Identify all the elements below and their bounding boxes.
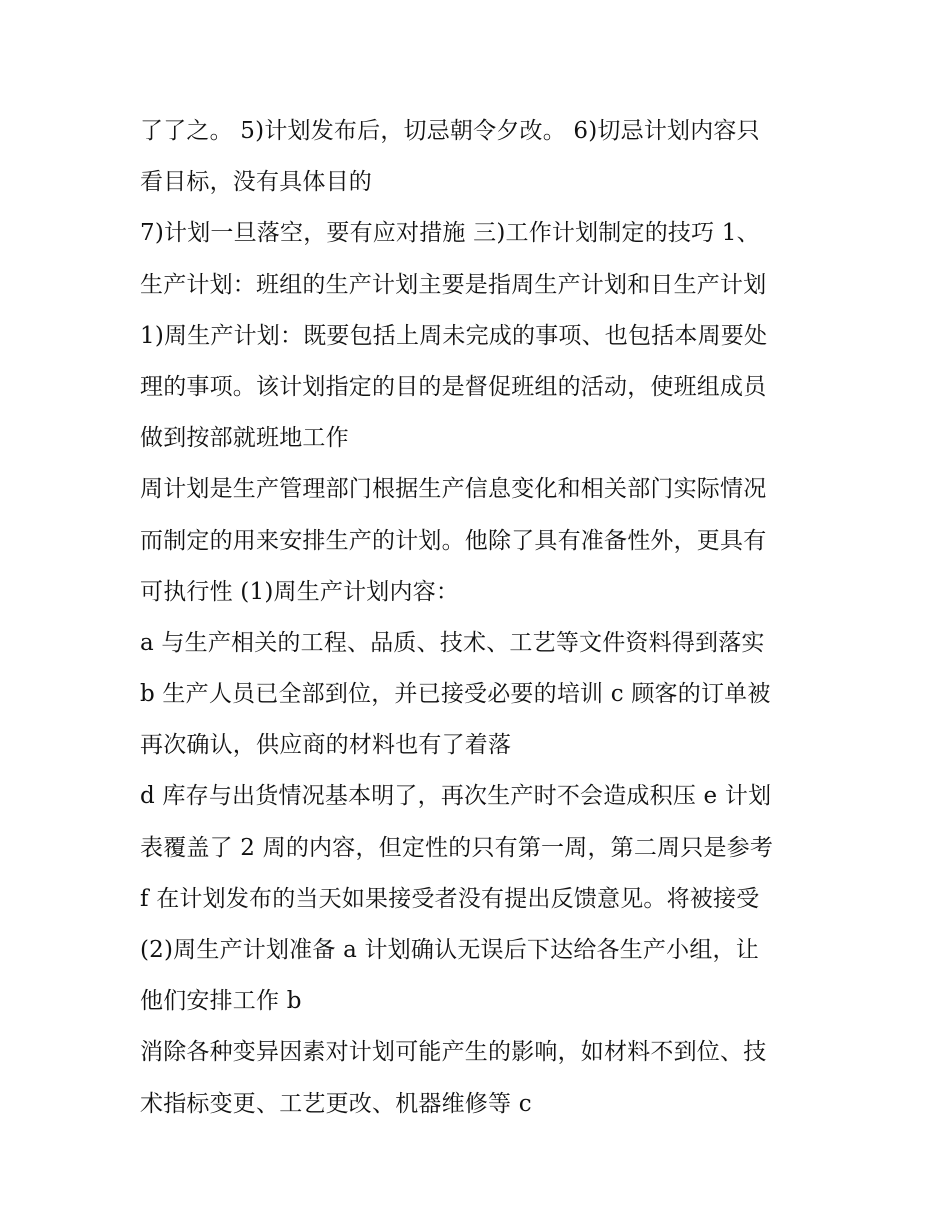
text-line: 生产计划：班组的生产计划主要是指周生产计划和日生产计划	[140, 271, 767, 298]
text-line: 可执行性 (1)周生产计划内容：	[140, 578, 460, 605]
text-line: 消除各种变异因素对计划可能产生的影响，如材料不到位、技	[140, 1039, 767, 1066]
text-line: 表覆盖了 2 周的内容，但定性的只有第一周，第二周只是参考	[140, 834, 774, 861]
text-line: 7)计划一旦落空，要有应对措施 三)工作计划制定的技巧 1、	[140, 220, 760, 247]
text-line: (2)周生产计划准备 a 计划确认无误后下达给各生产小组，让	[140, 937, 759, 963]
text-line: 术指标变更、工艺更改、机器维修等 c	[140, 1090, 532, 1117]
text-line: 了了之。 5)计划发布后，切忌朝令夕改。 6)切忌计划内容只	[140, 118, 760, 144]
text-line: 做到按部就班地工作	[140, 425, 349, 452]
text-line: 理的事项。该计划指定的目的是督促班组的活动，使班组成员	[140, 373, 767, 400]
text-line: f 在计划发布的当天如果接受者没有提出反馈意见。将被接受	[140, 885, 760, 912]
text-line: 而制定的用来安排生产的计划。他除了具有准备性外，更具有	[140, 527, 767, 554]
text-line: a 与生产相关的工程、品质、技术、工艺等文件资料得到落实	[140, 629, 765, 656]
text-line: d 库存与出货情况基本明了，再次生产时不会造成积压 e 计划	[140, 783, 772, 810]
text-line: 看目标，没有具体目的	[140, 169, 372, 196]
text-line: 1)周生产计划：既要包括上周未完成的事项、也包括本周要处	[140, 322, 768, 349]
text-line: 他们安排工作 b	[140, 988, 302, 1015]
text-line: 再次确认，供应商的材料也有了着落	[140, 732, 512, 759]
text-line: b 生产人员已全部到位，并已接受必要的培训 c 顾客的订单被	[140, 681, 771, 708]
body-text	[140, 106, 830, 1130]
text-line: 周计划是生产管理部门根据生产信息变化和相关部门实际情况	[140, 476, 767, 503]
